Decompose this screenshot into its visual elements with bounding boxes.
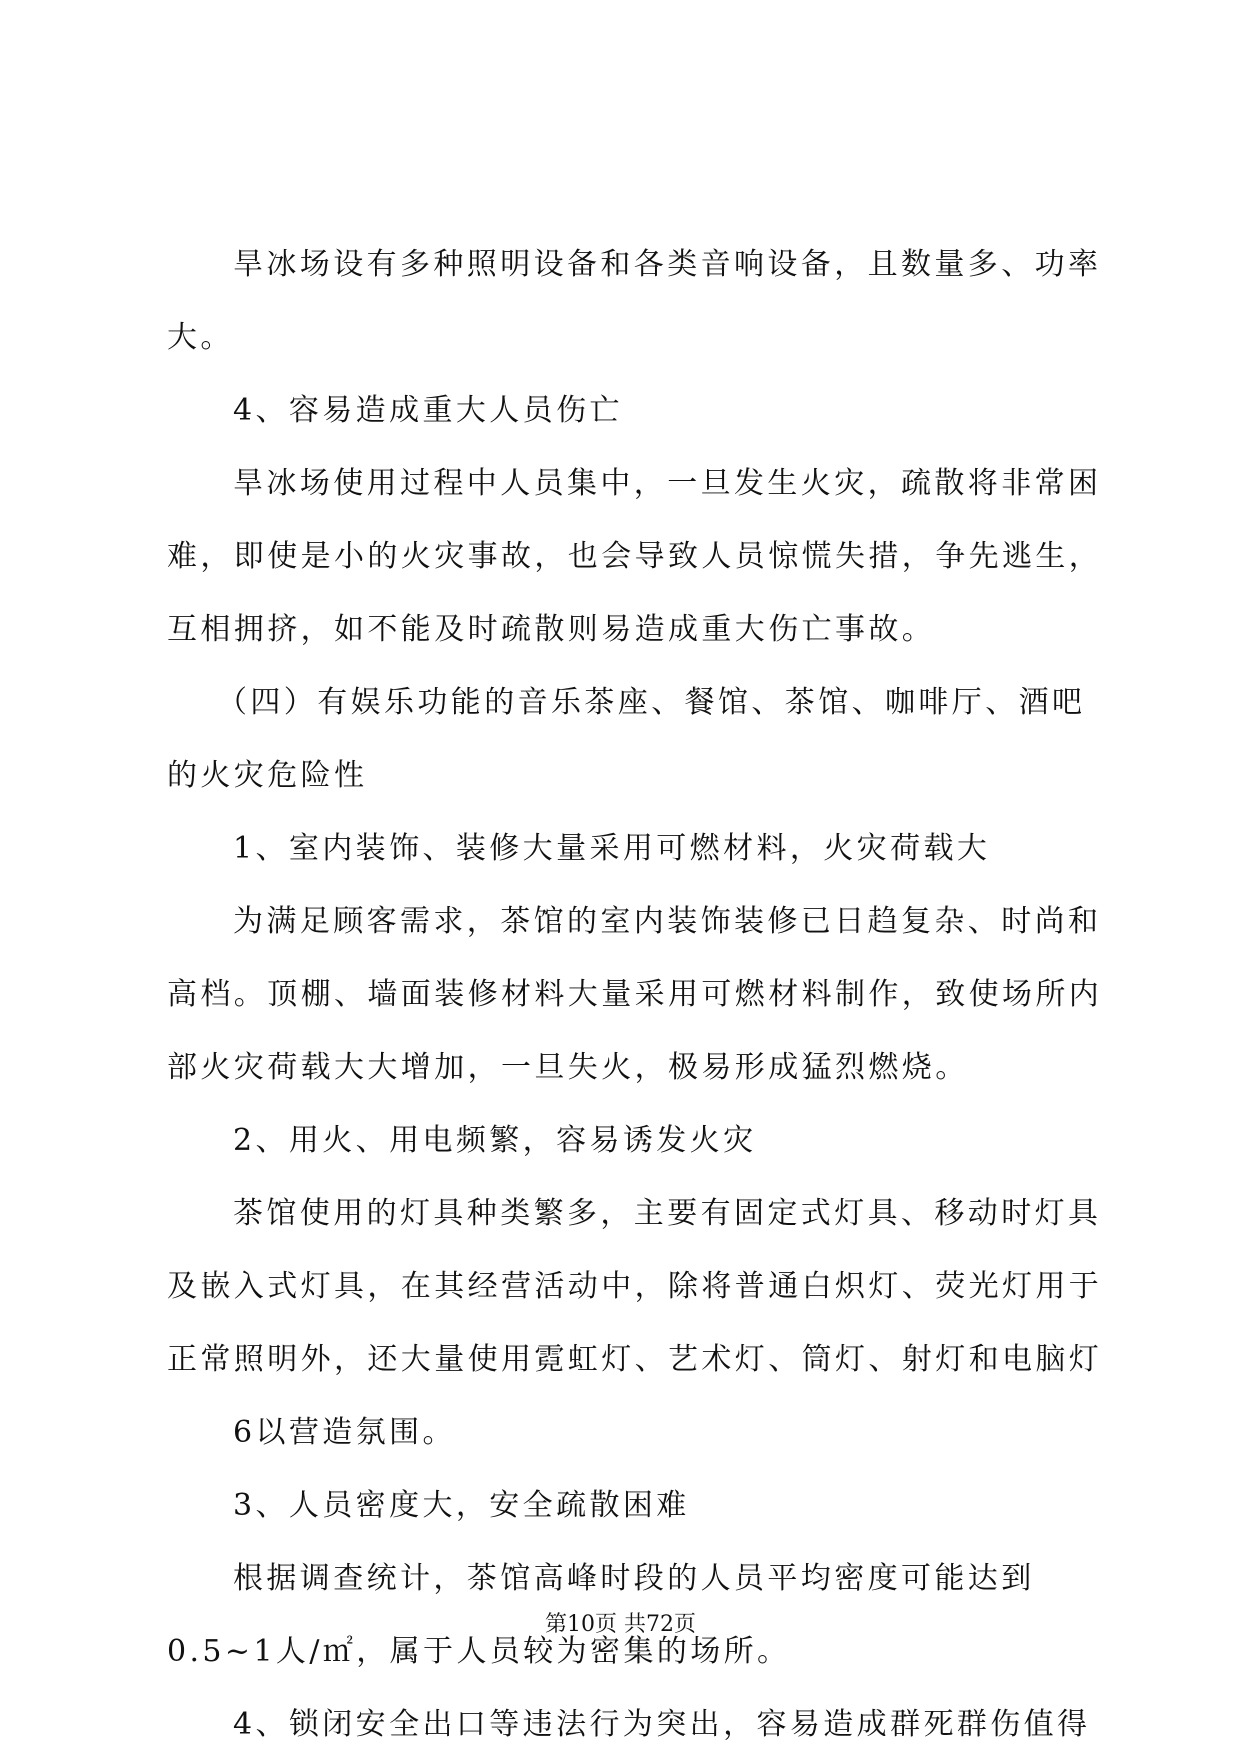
paragraph-line: 为满足顾客需求，茶馆的室内装饰装修已日趋复杂、时尚和 xyxy=(233,904,1102,939)
section-heading: 的火灾危险性 xyxy=(167,758,368,793)
paragraph-line: 0.5~1人/㎡，属于人员较为密集的场所。 xyxy=(167,1634,791,1669)
paragraph-line: 及嵌入式灯具，在其经营活动中，除将普通白炽灯、荧光灯用于 xyxy=(167,1269,1103,1304)
paragraph-line: 根据调查统计，茶馆高峰时段的人员平均密度可能达到 xyxy=(233,1561,1035,1596)
paragraph-line: 茶馆使用的灯具种类繁多，主要有固定式灯具、移动时灯具 xyxy=(233,1196,1102,1231)
page-number-footer: 第10页 共72页 xyxy=(545,1612,696,1637)
paragraph-line: 大。 xyxy=(167,320,234,355)
paragraph-line: 旱冰场使用过程中人员集中，一旦发生火灾，疏散将非常困 xyxy=(233,466,1102,501)
section-heading: 4、锁闭安全出口等违法行为突出，容易造成群死群伤值得 xyxy=(233,1707,1091,1742)
section-heading: 4、容易造成重大人员伤亡 xyxy=(233,393,623,428)
paragraph-line: 旱冰场设有多种照明设备和各类音响设备，且数量多、功率 xyxy=(233,247,1102,282)
section-heading: 2、用火、用电频繁，容易诱发火灾 xyxy=(233,1123,757,1158)
paragraph-line: 互相拥挤，如不能及时疏散则易造成重大伤亡事故。 xyxy=(167,612,936,647)
section-heading: 3、人员密度大，安全疏散困难 xyxy=(233,1488,690,1523)
section-heading: 1、室内装饰、装修大量采用可燃材料，火灾荷载大 xyxy=(233,831,991,866)
body-text xyxy=(167,228,1103,1761)
paragraph-line: 部火灾荷载大大增加，一旦失火，极易形成猛烈燃烧。 xyxy=(167,1050,969,1085)
paragraph-line: 正常照明外，还大量使用霓虹灯、艺术灯、筒灯、射灯和电脑灯 xyxy=(167,1342,1103,1377)
paragraph-line: 6以营造氛围。 xyxy=(233,1415,456,1450)
paragraph-line: 难，即使是小的火灾事故，也会导致人员惊慌失措，争先逃生， xyxy=(167,539,1103,574)
section-heading: （四）有娱乐功能的音乐茶座、餐馆、茶馆、咖啡厅、酒吧 xyxy=(217,685,1086,720)
paragraph-line: 高档。顶棚、墙面装修材料大量采用可燃材料制作，致使场所内 xyxy=(167,977,1103,1012)
